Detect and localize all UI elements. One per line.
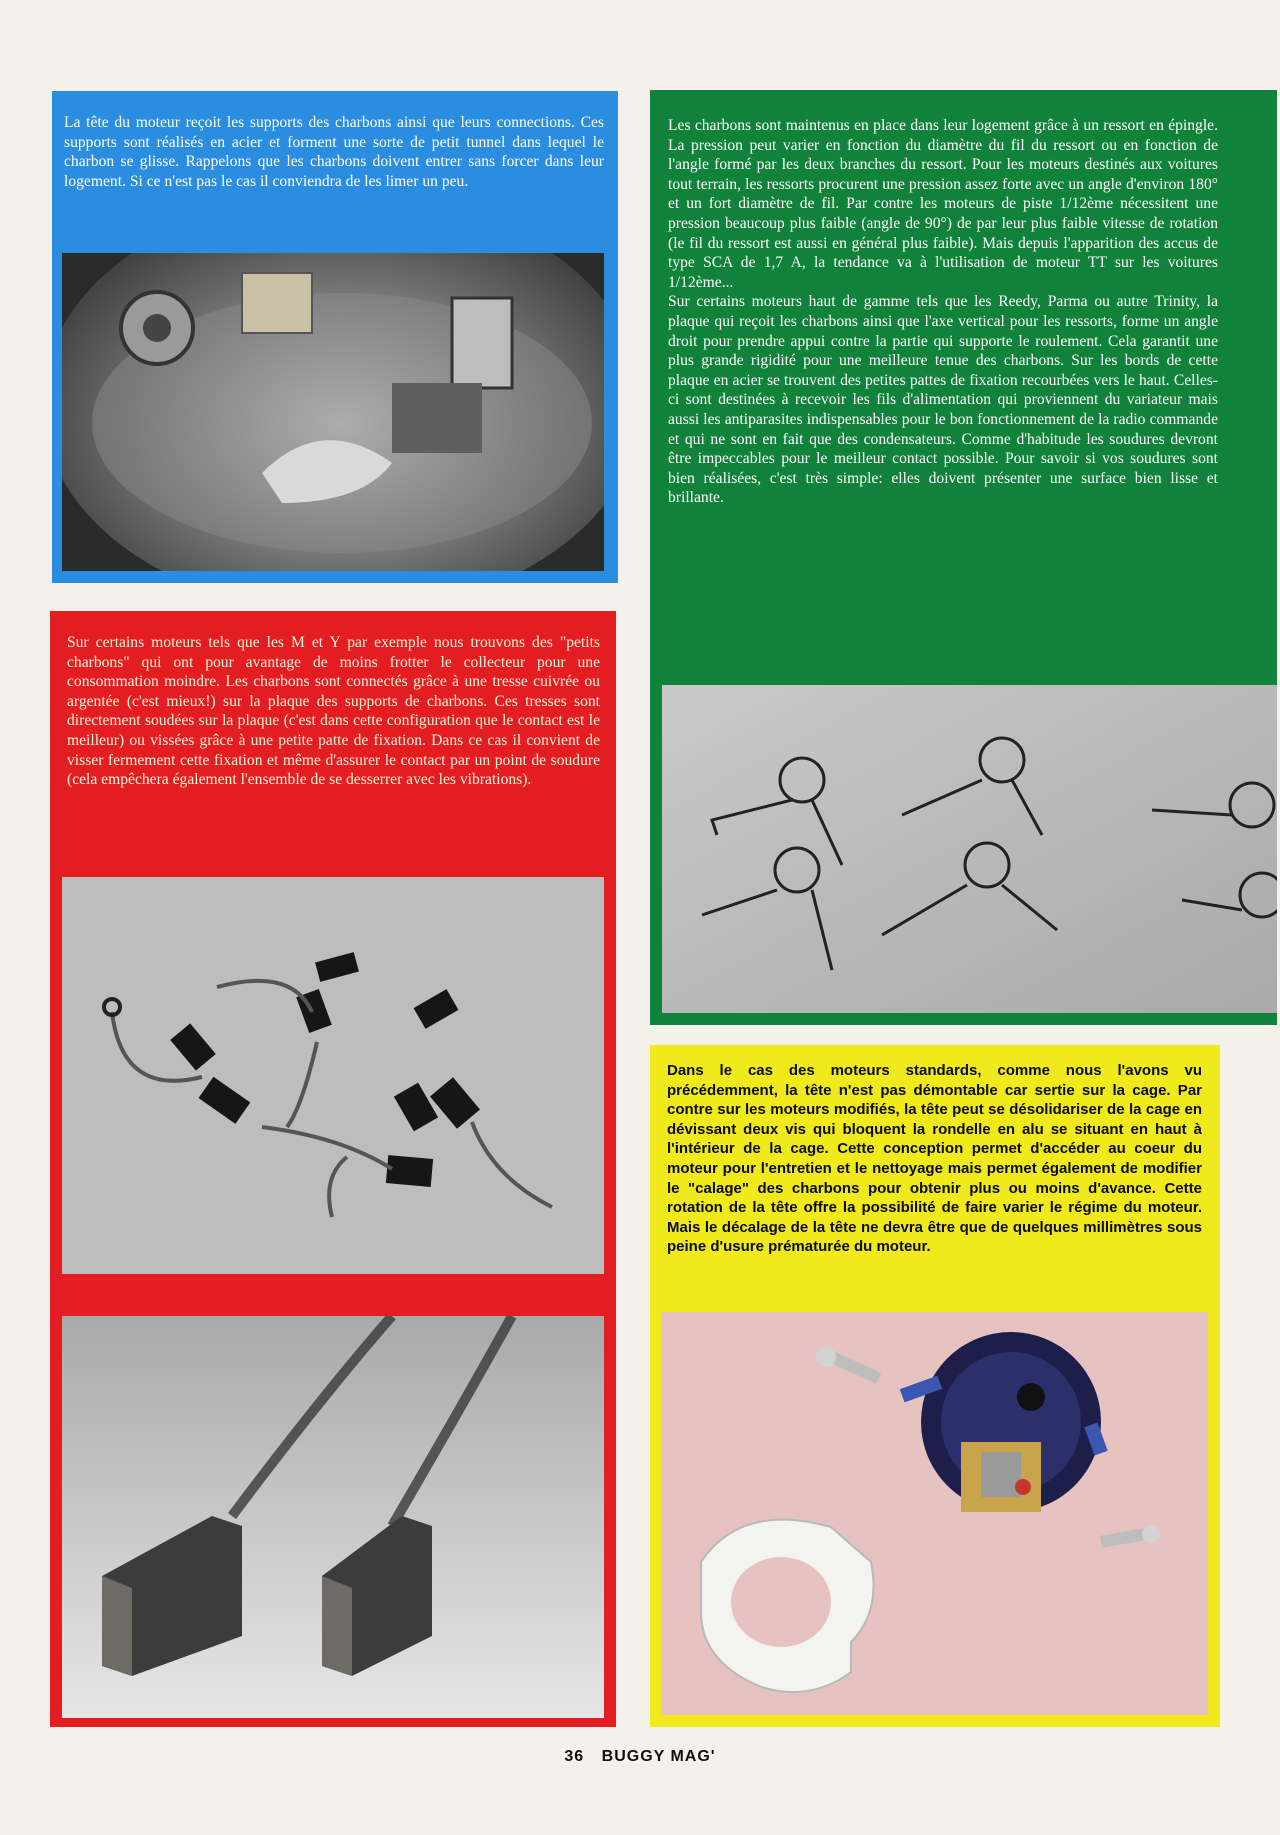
red-panel-text: Sur certains moteurs tels que les M et Y par exemple nous trouvons des "petits charbons" qui ont pour avantage de moins frotter le collecteur pour une consommation moindre. Les charbons sont connectés grâce à une tresse cuivrée ou argentée (c'est mieux!) sur la plaque des supports de charbons. Ces tresses sont directement soudées sur la plaque (c'est dans cette configuration que le contact est le meilleur) ou vissées grâce à une petite patte de fixation. Dans ce cas il convient de visser fermement cette fixation et même d'assurer le contact par un point de soudure (cela empêchera également l'ensemble de se desserrer avec les vibrations).	[67, 634, 600, 789]
page-number: 36	[564, 1748, 585, 1765]
disassembled-head-photo	[661, 1312, 1208, 1715]
yellow-panel	[650, 1045, 1220, 1727]
page-footer	[0, 1748, 1280, 1766]
green-paragraph-2: Sur certains moteurs haut de gamme tels que les Reedy, Parma ou autre Trinity, la plaque qui reçoit les charbons ainsi que l'axe vertical pour les ressorts, forme un angle droit pour prendre appui contre la partie qui supporte le roulement. Cela garantit une plus grande rigidité pour une meilleure tenue des charbons. Sur les bords de cette plaque en acier se trouvent des petites pattes de fixation recourbées vers le haut. Celles-ci sont destinées à recevoir les fils d'alimentation qui proviennent du variateur mais aussi les antiparasites indispensables pour le bon fonctionnement de la radio commande et qui ne sont en fait que des condensateurs. Comme d'habitude les soudures devront être impeccables pour le meilleur contact possible. Pour savoir si vos soudures sont bien réalisées, c'est très simple: elles doivent présenter une surface bien lisse et brillante.	[668, 293, 1218, 507]
blue-panel	[52, 91, 618, 583]
green-paragraph-1: Les charbons sont maintenus en place dans leur logement grâce à un ressort en épingle. La pression peut varier en fonction du diamètre du fil du ressort ou en fonction de l'angle formé par les deux branches du ressort. Pour les moteurs destinés aux voitures tout terrain, les ressorts procurent une pression assez forte avec un angle d'environ 180° et un fort diamètre de fil. Par contre les moteurs de piste 1/12ème nécessitent une pression beaucoup plus faible (angle de 90°) de par leur plus faible vitesse de rotation (le fil du ressort est aussi en général plus faible). Mais depuis l'apparition des accus de type SCA de 1,7 A, la tendance va à l'utilisation de moteur TT sur les voitures 1/12ème...	[668, 117, 1218, 291]
green-panel-text	[668, 116, 1218, 508]
green-panel	[650, 90, 1277, 1025]
magazine-name: BUGGY MAG'	[601, 1748, 716, 1765]
brushes-closeup-photo	[62, 1316, 604, 1718]
blue-panel-text: La tête du moteur reçoit les supports des charbons ainsi que leurs connections. Ces supports sont réalisés en acier et forment une sorte de petit tunnel dans lequel le charbon se glisse. Rappelons que les charbons doivent entrer sans forcer dans leur logement. Si ce n'est pas le cas il conviendra de les limer un peu.	[64, 114, 604, 190]
small-brushes-photo	[62, 877, 604, 1274]
springs-photo	[662, 685, 1277, 1013]
red-panel	[50, 611, 616, 1727]
yellow-panel-text: Dans le cas des moteurs standards, comme nous l'avons vu précédemment, la tête n'est pas démontable car sertie sur la cage. Par contre sur les moteurs modifiés, la tête peut se désolidariser de la cage en dévissant deux vis qui bloquent la rondelle en alu se situant en haut à l'intérieur de la cage. Cette conception permet d'accéder au coeur du moteur pour l'entretien et le nettoyage mais permet également de modifier le "calage" des charbons pour obtenir plus ou moins d'avance. Cette rotation de la tête offre la possibilité de faire varier le régime du moteur. Mais le décalage de la tête ne devra être que de quelques millimètres sous peine d'usure prématurée du moteur.	[667, 1062, 1202, 1256]
motor-head-photo	[62, 253, 604, 571]
